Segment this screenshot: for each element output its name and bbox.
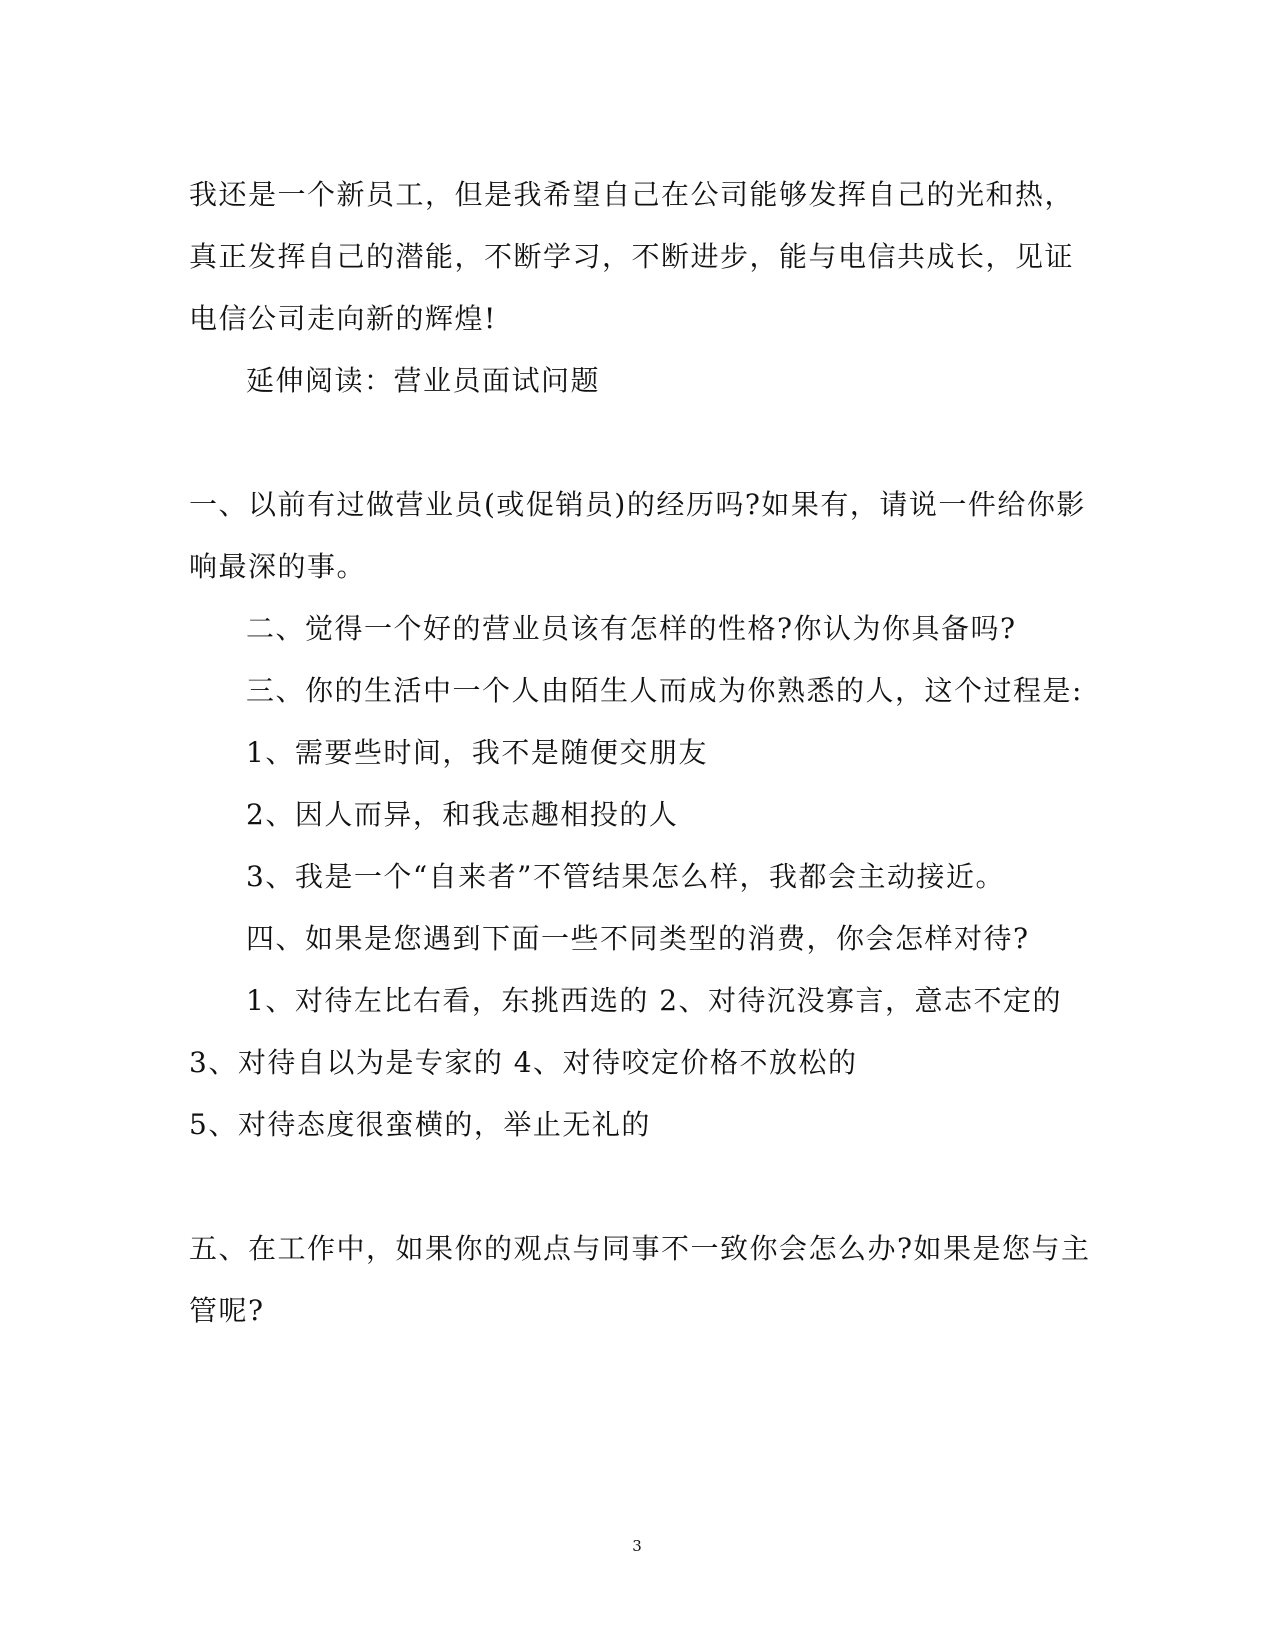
paragraph-line: 我还是一个新员工，但是我希望自己在公司能够发挥自己的光和热， [189, 178, 1075, 211]
question-line: 五、在工作中，如果你的观点与同事不一致你会怎么办?如果是您与主 [189, 1232, 1091, 1265]
option-line: 2、因人而异，和我志趣相投的人 [246, 798, 679, 831]
question-line: 一、以前有过做营业员(或促销员)的经历吗?如果有，请说一件给你影 [189, 488, 1086, 521]
option-line: 5、对待态度很蛮横的，举止无礼的 [189, 1108, 651, 1141]
option-line: 1、需要些时间，我不是随便交朋友 [246, 736, 708, 769]
question-line: 管呢? [189, 1294, 265, 1327]
question-line: 三、你的生活中一个人由陌生人而成为你熟悉的人，这个过程是: [246, 674, 1083, 707]
page-number: 3 [632, 1537, 642, 1555]
option-line: 3、我是一个“自来者”不管结果怎么样，我都会主动接近。 [246, 860, 1005, 893]
question-line: 响最深的事。 [189, 550, 367, 583]
question-line: 二、觉得一个好的营业员该有怎样的性格?你认为你具备吗? [246, 612, 1017, 645]
question-line: 四、如果是您遇到下面一些不同类型的消费，你会怎样对待? [246, 922, 1030, 955]
option-line: 1、对待左比右看，东挑西选的 2、对待沉没寡言，意志不定的 [246, 984, 1063, 1017]
section-heading: 延伸阅读：营业员面试问题 [246, 364, 601, 397]
paragraph-line: 电信公司走向新的辉煌! [189, 302, 497, 335]
option-line: 3、对待自以为是专家的 4、对待咬定价格不放松的 [189, 1046, 858, 1079]
paragraph-line: 真正发挥自己的潜能，不断学习，不断进步，能与电信共成长，见证 [189, 240, 1075, 273]
